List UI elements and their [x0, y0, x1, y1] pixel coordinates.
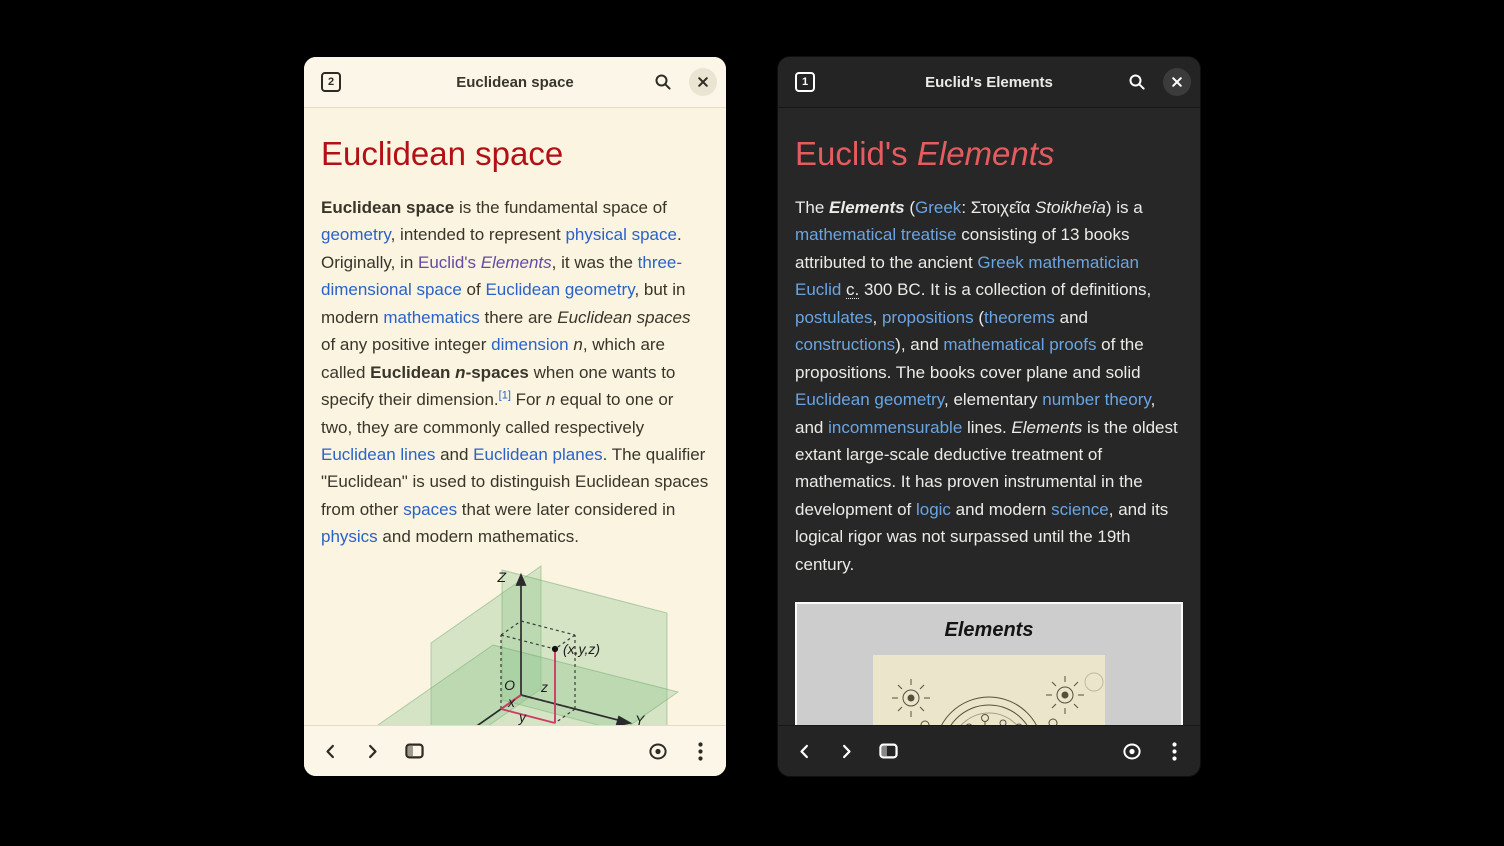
point-marker [552, 646, 558, 652]
forward-button[interactable] [354, 733, 390, 769]
text-segment: . The qualifier "Euclidean" is used to distinguish Euclidean spaces from other [321, 445, 713, 519]
elements-frontispiece-image [873, 655, 1105, 725]
back-button[interactable] [786, 733, 822, 769]
text-segment: ) is a [1105, 197, 1148, 217]
text-segment: of any positive integer [321, 307, 696, 355]
inline-link[interactable]: Euclid's [418, 252, 481, 272]
inline-link[interactable]: mathematics [383, 307, 480, 327]
search-icon [1128, 73, 1146, 91]
text-segment: when one wants to specify their dimension. [321, 362, 681, 410]
sidebar-toggle-button[interactable] [870, 733, 906, 769]
inline-link[interactable]: dimension [491, 335, 569, 355]
tab-overview-button[interactable] [787, 64, 823, 100]
text-segment: and modern mathematics. [377, 527, 579, 547]
app-window-euclids-elements [778, 57, 1200, 776]
tab-count-icon: 1 [795, 72, 815, 92]
inline-link[interactable]: constructions [795, 335, 896, 355]
inline-link[interactable]: Euclidean lines [321, 445, 436, 465]
search-icon [654, 73, 672, 91]
text-segment: Euclid's [795, 135, 917, 172]
article-paragraph [795, 194, 1183, 578]
text-segment: , and its logical rigor was not surpassed until the 19th century. [795, 499, 1174, 574]
text-segment: , but in modern [321, 280, 691, 327]
close-icon [697, 76, 709, 88]
text-segment: n [455, 362, 466, 382]
inline-link[interactable]: logic [915, 499, 951, 519]
text-segment: Euclidean [370, 362, 456, 382]
eye-icon [648, 742, 668, 761]
chevron-right-icon [364, 743, 381, 760]
text-segment: The [795, 197, 830, 217]
inline-link[interactable]: Greek mathematician [977, 252, 1139, 272]
header-bar [304, 57, 726, 108]
menu-button[interactable] [682, 733, 718, 769]
text-segment: n [545, 390, 556, 410]
tab-count-icon: 2 [321, 72, 341, 92]
inline-link[interactable]: Greek [915, 197, 962, 217]
inline-link[interactable]: physics [321, 527, 378, 547]
inline-link[interactable]: Euclidean planes [473, 445, 603, 465]
inline-link[interactable]: Elements [480, 252, 552, 272]
text-segment: is the oldest extant large-scale deductive treatment of mathematics. It has proven instrumental in the development of [795, 417, 1183, 519]
text-segment: , and [795, 390, 1161, 437]
kebab-menu-icon [698, 742, 703, 761]
bottom-toolbar [304, 725, 726, 776]
search-button[interactable] [645, 64, 681, 100]
text-segment: that were later considered in [457, 499, 681, 519]
text-segment: 300 BC. It is a collection of definitions, [859, 280, 1156, 300]
text-segment: Stoikheîa [1035, 197, 1106, 217]
inline-link[interactable]: number theory [1042, 390, 1151, 410]
z-coord-label: z [541, 678, 548, 695]
reader-eye-button[interactable] [1114, 733, 1150, 769]
text-segment: lines. [962, 417, 1012, 437]
article-view [304, 108, 726, 725]
text-segment: Euclidean spaces [557, 307, 691, 327]
inline-link[interactable]: mathematical treatise [795, 225, 957, 245]
text-segment: -spaces [465, 362, 529, 382]
article-view [778, 108, 1200, 725]
text-segment: For [510, 390, 546, 410]
x-coord-label: x [508, 693, 515, 710]
infobox [795, 602, 1183, 725]
window-title: Euclidean space [456, 73, 574, 91]
article-title [795, 135, 1183, 173]
text-segment: consisting of 13 books attributed to the ancient [795, 225, 1135, 272]
point-label: (x,y,z) [563, 640, 601, 657]
infobox-caption: Elements [944, 619, 1034, 642]
inline-link[interactable]: spaces [403, 499, 458, 519]
reader-eye-button[interactable] [640, 733, 676, 769]
text-segment: n [573, 335, 583, 355]
article-title [321, 135, 709, 173]
app-window-euclidean-space [304, 57, 726, 776]
inline-link[interactable]: Euclidean geometry [485, 280, 635, 300]
text-segment: , [872, 307, 882, 327]
coordinate-figure [321, 565, 709, 725]
text-segment: and [435, 445, 474, 465]
text-segment: ), and [895, 335, 944, 355]
inline-link[interactable]: physical space [565, 225, 677, 245]
inline-link[interactable]: propositions [881, 307, 974, 327]
text-segment [1139, 253, 1144, 272]
bottom-toolbar [778, 725, 1200, 776]
inline-link[interactable]: mathematical proofs [943, 335, 1097, 355]
eye-icon [1122, 742, 1142, 761]
sidebar-icon [405, 742, 424, 760]
close-button[interactable] [689, 68, 717, 96]
text-segment: , it was the [551, 252, 638, 272]
forward-button[interactable] [828, 733, 864, 769]
window-title: Euclid's Elements [925, 73, 1053, 91]
text-segment: : Στοιχεῖα [961, 197, 1035, 217]
text-segment: of [461, 280, 486, 300]
origin-label: O [504, 676, 515, 693]
inline-link[interactable]: incommensurable [828, 417, 963, 437]
text-segment: Elements [1011, 417, 1083, 437]
chevron-left-icon [322, 743, 339, 760]
text-segment: is the fundamental space of [454, 197, 672, 217]
text-segment: ( [973, 307, 985, 327]
inline-link[interactable]: three-dimensional space [321, 252, 683, 300]
menu-button[interactable] [1156, 733, 1192, 769]
text-segment: Elements [916, 135, 1055, 172]
close-icon [1171, 76, 1183, 88]
text-segment: , elementary [944, 390, 1043, 410]
text-segment: and [1054, 307, 1093, 327]
y-coord-label: y [519, 708, 526, 725]
text-segment: . Originally, in [321, 225, 687, 272]
y-axis-label: Y [635, 711, 645, 725]
tab-overview-button[interactable] [313, 64, 349, 100]
3d-axes-diagram [321, 565, 709, 725]
article-paragraph [321, 194, 713, 551]
back-button[interactable] [312, 733, 348, 769]
text-segment: and modern [950, 499, 1052, 519]
text-segment: equal to one or two, they are commonly called respectively [321, 390, 679, 437]
text-segment: Euclidean space [321, 197, 455, 217]
search-button[interactable] [1119, 64, 1155, 100]
sidebar-icon [879, 742, 898, 760]
chevron-left-icon [796, 743, 813, 760]
inline-link[interactable]: postulates [795, 307, 873, 327]
text-segment: , which are called [321, 335, 670, 382]
inline-link[interactable]: science [1051, 499, 1109, 519]
inline-link[interactable]: [1] [498, 389, 511, 402]
sidebar-toggle-button[interactable] [396, 733, 432, 769]
text-segment: there are [479, 307, 558, 327]
text-segment: Elements [829, 197, 905, 217]
z-axis-label: Z [497, 568, 506, 585]
text-segment: of the propositions. The books cover plane and solid [795, 335, 1149, 382]
inline-link[interactable]: geometry [321, 225, 391, 245]
text-segment: Euclidean space [321, 135, 564, 172]
text-segment: , intended to represent [390, 225, 566, 245]
chevron-right-icon [838, 743, 855, 760]
inline-link[interactable]: Euclid [795, 280, 842, 300]
text-segment: c. [846, 280, 860, 300]
header-bar [778, 57, 1200, 108]
kebab-menu-icon [1172, 742, 1177, 761]
inline-link[interactable]: Euclidean geometry [795, 390, 944, 410]
inline-link[interactable]: theorems [984, 307, 1055, 327]
text-segment: ( [904, 197, 916, 217]
close-button[interactable] [1163, 68, 1191, 96]
